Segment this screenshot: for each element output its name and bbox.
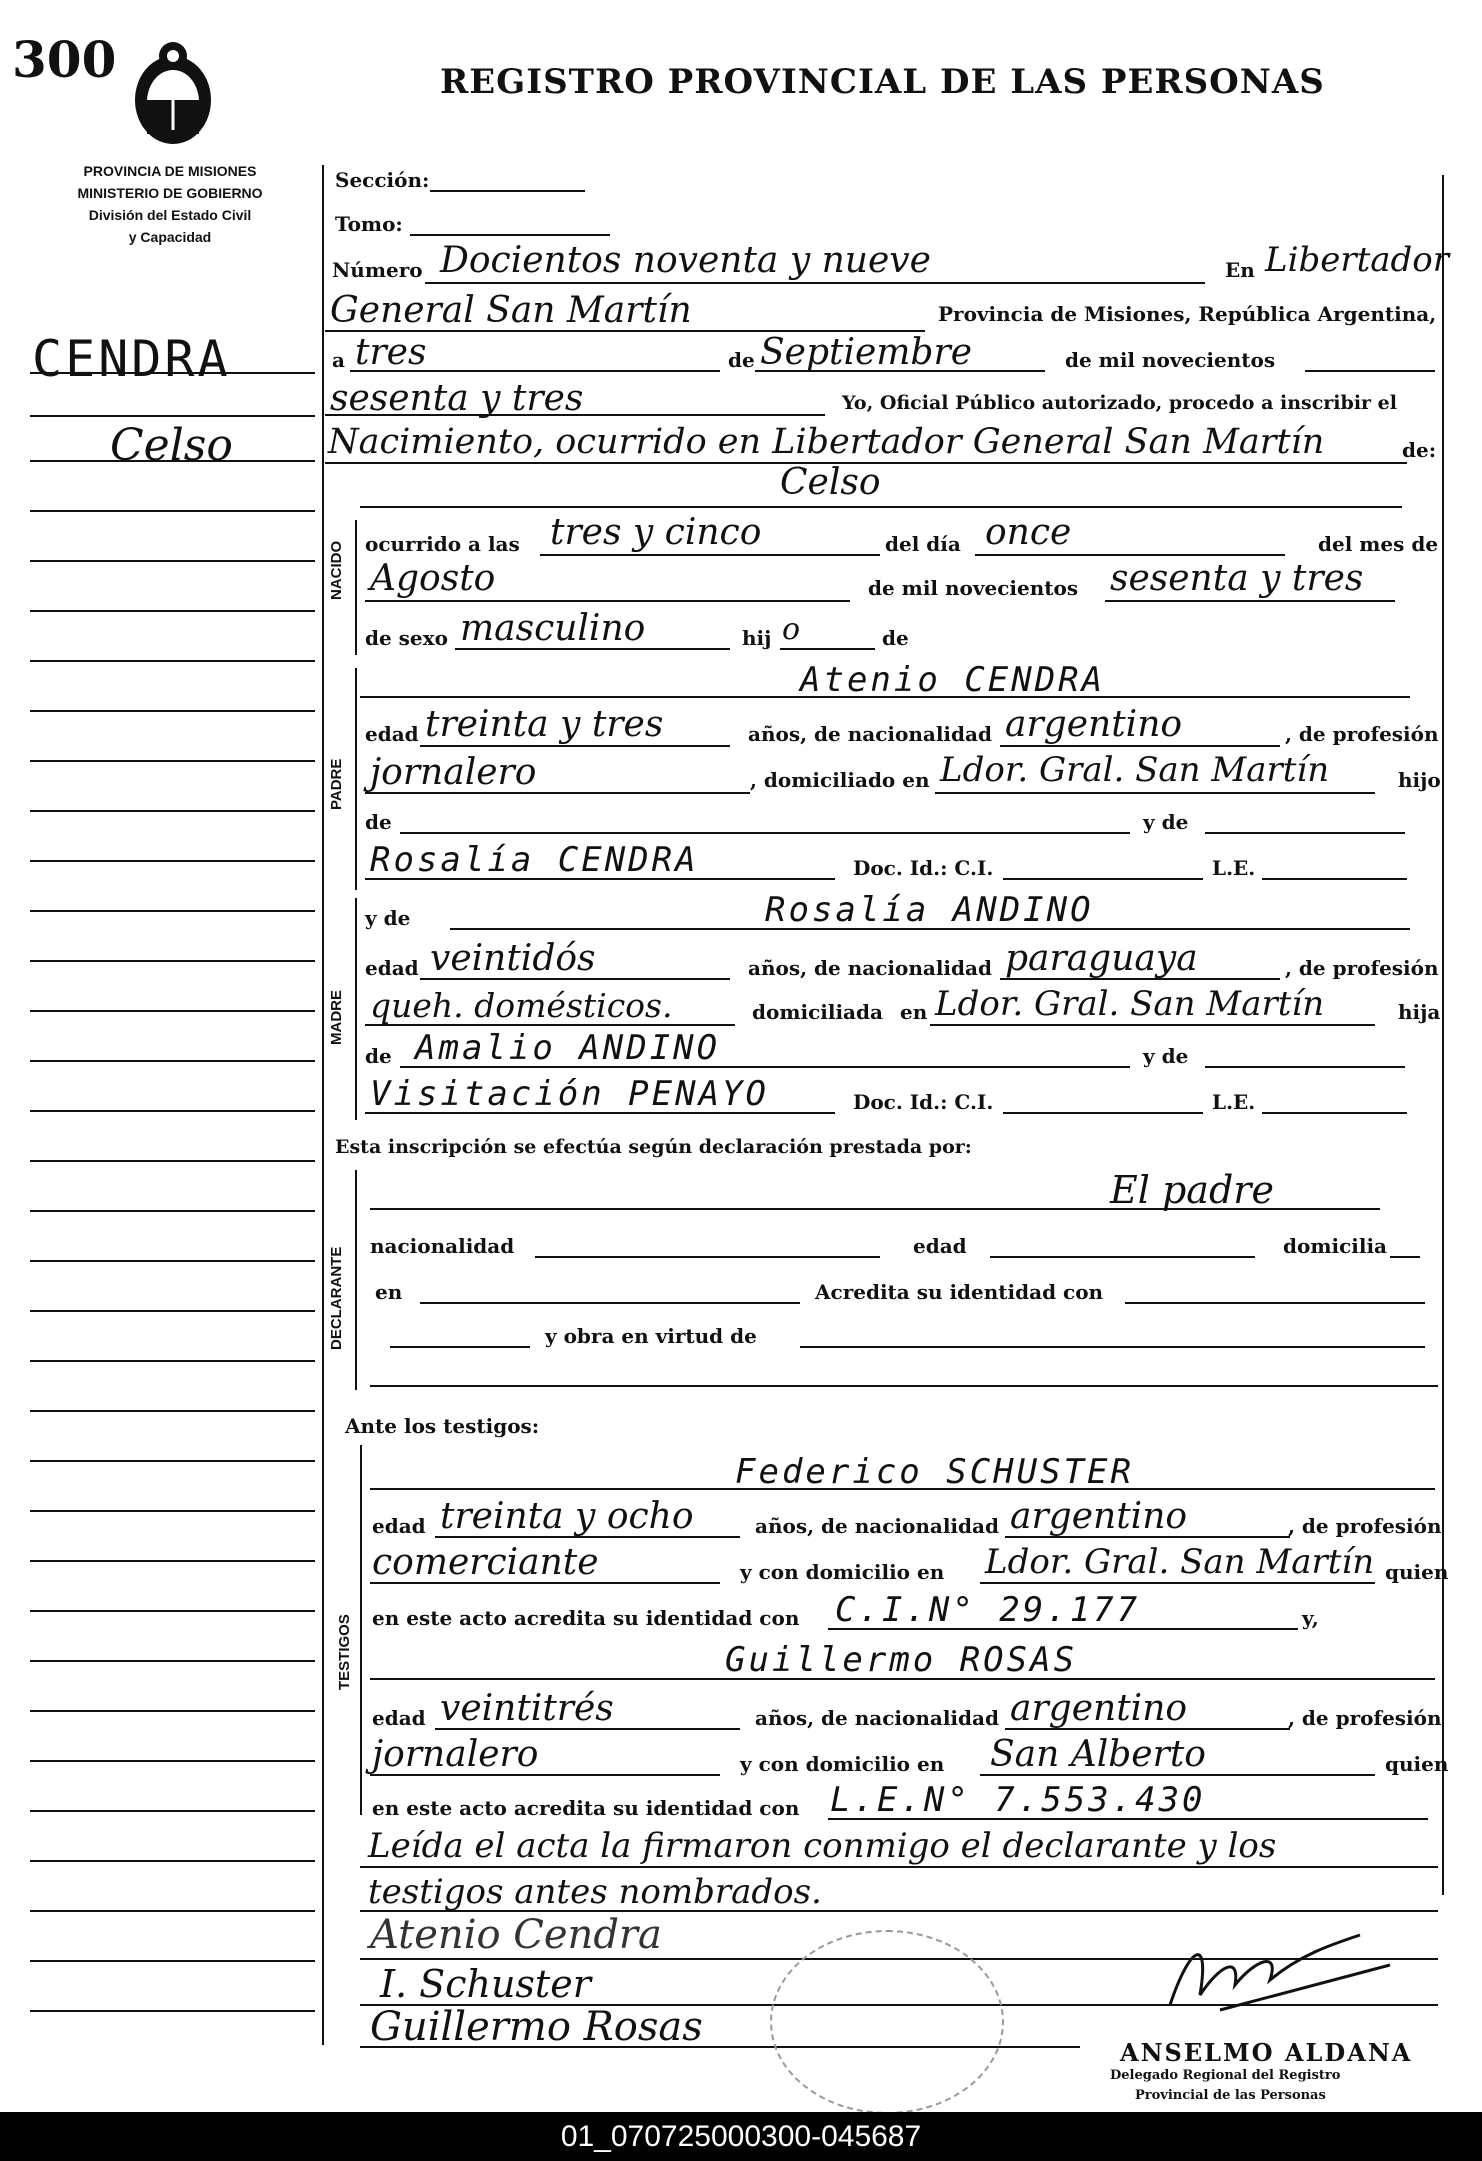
- declarante-name: El padre: [1110, 1168, 1274, 1212]
- a-label: a: [332, 348, 345, 372]
- padre-le-label: L.E.: [1212, 856, 1256, 880]
- padre-dom-value: Ldor. Gral. San Martín: [940, 750, 1330, 790]
- padre-edad-label: edad: [365, 722, 419, 746]
- nacionalidad-label: nacionalidad: [370, 1234, 515, 1258]
- margin-surname: CENDRA: [32, 330, 231, 388]
- mes-value: Agosto: [370, 558, 496, 599]
- madre-father-name: Amalio ANDINO: [415, 1028, 721, 1068]
- madre-name: Rosalía ANDINO: [765, 890, 1094, 930]
- de-colon-label: de:: [1402, 438, 1437, 462]
- hora-value: tres y cinco: [550, 512, 762, 553]
- madre-prof-label: , de profesión: [1285, 956, 1439, 980]
- tomo-label: Tomo:: [335, 212, 403, 236]
- madre-doc-label: Doc. Id.: C.I.: [853, 1090, 994, 1114]
- testigo-1-quien: quien: [1385, 1560, 1449, 1584]
- official-signature-scribble: [1160, 1925, 1400, 2015]
- provincia-label: Provincia de Misiones, República Argentina,: [938, 302, 1437, 326]
- testigo-1-nac-label: años, de nacionalidad: [755, 1514, 999, 1538]
- footer-barcode-text: 01_070725000300-045687: [0, 2112, 1482, 2161]
- madre-edad-label: edad: [365, 956, 419, 980]
- testigo-2-edad-label: edad: [372, 1706, 426, 1730]
- madre-dom-value: Ldor. Gral. San Martín: [935, 984, 1325, 1024]
- del-mes-label: del mes de: [1318, 532, 1439, 556]
- sexo-value: masculino: [460, 608, 646, 649]
- closing-line-1: Leída el acta la firmaron conmigo el declarante y los: [368, 1826, 1277, 1866]
- madre-y-de-label: y de: [365, 906, 411, 930]
- testigo-2-quien: quien: [1385, 1752, 1449, 1776]
- issuer-line-1: PROVINCIA DE MISIONES: [83, 163, 257, 179]
- testigo-2-acto-label: en este acto acredita su identidad con: [372, 1796, 800, 1820]
- testigo-2-prof-label: , de profesión: [1288, 1706, 1442, 1730]
- acto-value: Nacimiento, ocurrido en Libertador General San Martín: [328, 422, 1325, 462]
- testigo-2-doc-value: L.E.N° 7.553.430: [830, 1780, 1206, 1820]
- official-round-stamp: [770, 1930, 1004, 2114]
- seccion-label: Sección:: [335, 168, 430, 192]
- numero-value: Docientos noventa y nueve: [440, 240, 931, 281]
- testigo-2-prof-value: jornalero: [372, 1734, 539, 1775]
- testigo-1-doc-value: C.I.N° 29.177: [835, 1590, 1141, 1630]
- official-name: ANSELMO ALDANA: [1120, 2038, 1413, 2067]
- numero-label: Número: [332, 258, 423, 282]
- form-left-border: [322, 165, 324, 2045]
- nacido-section-label: NACIDO: [328, 540, 345, 600]
- testigo-2-dom-value: San Alberto: [990, 1734, 1206, 1775]
- declarante-section-label: DECLARANTE: [328, 1246, 345, 1350]
- testigo-1-edad-label: edad: [372, 1514, 426, 1538]
- testigos-section-label: TESTIGOS: [336, 1614, 353, 1690]
- testigo-1-edad-value: treinta y ocho: [440, 1496, 694, 1537]
- madre-prof-value: queh. domésticos.: [370, 986, 673, 1025]
- padre-dom-label: , domiciliado en: [750, 768, 930, 792]
- en-label: En: [1225, 258, 1255, 282]
- padre-section-label: PADRE: [328, 758, 345, 810]
- testigo-1-prof-value: comerciante: [372, 1542, 599, 1583]
- official-title-1: Delegado Regional del Registro: [1110, 2068, 1341, 2083]
- madre-nac-value: paraguaya: [1005, 938, 1198, 979]
- testigo-1-name: Federico SCHUSTER: [735, 1452, 1134, 1492]
- declarante-intro: Esta inscripción se efectúa según declaración prestada por:: [335, 1136, 972, 1158]
- domicilio-label: domicilia: [1283, 1234, 1388, 1258]
- place-value-1: Libertador: [1265, 240, 1450, 280]
- padre-hijo-label: hijo: [1398, 768, 1441, 792]
- declarante-edad-label: edad: [913, 1234, 967, 1258]
- declarante-en-label: en: [375, 1280, 403, 1304]
- testigo-2-name: Guillermo ROSAS: [725, 1640, 1078, 1680]
- padre-nac-label: años, de nacionalidad: [748, 722, 992, 746]
- padre-prof-value: jornalero: [370, 752, 537, 793]
- padre-y-de-label: y de: [1143, 810, 1189, 834]
- madre-en-label: en: [900, 1000, 928, 1024]
- padre-edad-value: treinta y tres: [425, 704, 664, 745]
- padre-doc-label: Doc. Id.: C.I.: [853, 856, 994, 880]
- testigo-2-dom-label: y con domicilio en: [740, 1752, 945, 1776]
- padre-prof-label: , de profesión: [1285, 722, 1439, 746]
- testigo-2-nac-label: años, de nacionalidad: [755, 1706, 999, 1730]
- signature-declarante: Atenio Cendra: [370, 1912, 662, 1958]
- coat-of-arms-seal: [128, 38, 218, 148]
- madre-section-label: MADRE: [328, 990, 345, 1045]
- madre-mother-name: Visitación PENAYO: [370, 1074, 769, 1114]
- testigo-1-y: y,: [1302, 1606, 1319, 1630]
- page-number: 300: [12, 30, 117, 89]
- testigo-1-nac-value: argentino: [1010, 1496, 1188, 1537]
- child-name: Celso: [780, 462, 881, 503]
- obra-label: y obra en virtud de: [545, 1324, 757, 1348]
- testigos-intro: Ante los testigos:: [345, 1414, 540, 1438]
- sexo-label: de sexo: [365, 626, 448, 650]
- madre-le-label: L.E.: [1212, 1090, 1256, 1114]
- madre-y-de-label-2: y de: [1143, 1044, 1189, 1068]
- testigo-2-nac-value: argentino: [1010, 1688, 1188, 1729]
- padre-nac-value: argentino: [1005, 704, 1183, 745]
- mil-novecientos-label: de mil novecientos: [1065, 348, 1276, 372]
- testigo-1-dom-value: Ldor. Gral. San Martín: [985, 1542, 1375, 1582]
- madre-edad-value: veintidós: [430, 938, 596, 979]
- issuer-block: [30, 160, 310, 248]
- document-title: REGISTRO PROVINCIAL DE LAS PERSONAS: [440, 62, 1325, 102]
- madre-nac-label: años, de nacionalidad: [748, 956, 992, 980]
- dia-value: once: [985, 512, 1072, 553]
- signature-testigo-1: I. Schuster: [380, 1962, 591, 2006]
- ocurrido-label: ocurrido a las: [365, 532, 520, 556]
- issuer-line-2: MINISTERIO DE GOBIERNO: [77, 185, 263, 201]
- padre-mother-name: Rosalía CENDRA: [370, 840, 699, 880]
- signature-testigo-2: Guillermo Rosas: [370, 2004, 703, 2050]
- closing-line-2: testigos antes nombrados.: [368, 1872, 822, 1912]
- acredita-label: Acredita su identidad con: [815, 1280, 1104, 1304]
- official-title-2: Provincial de las Personas: [1135, 2088, 1326, 2103]
- oficial-label: Yo, Oficial Público autorizado, procedo a inscribir el: [842, 392, 1397, 414]
- testigo-2-edad-value: veintitrés: [440, 1688, 614, 1729]
- issuer-line-4: y Capacidad: [128, 229, 212, 245]
- del-dia-label: del día: [885, 532, 961, 556]
- nacido-de-label: de: [882, 626, 909, 650]
- hijo-label: hij: [742, 626, 772, 650]
- hijo-suffix: o: [782, 612, 801, 647]
- testigo-1-acto-label: en este acto acredita su identidad con: [372, 1606, 800, 1630]
- de-label: de: [728, 348, 755, 372]
- issuer-line-3: División del Estado Civil: [88, 207, 252, 223]
- place-value-2: General San Martín: [330, 290, 692, 331]
- nacido-mil-label: de mil novecientos: [868, 576, 1079, 600]
- day-value: tres: [355, 332, 427, 373]
- padre-name: Atenio CENDRA: [800, 660, 1106, 700]
- year-value: sesenta y tres: [330, 378, 584, 419]
- margin-given-name: Celso: [110, 420, 233, 471]
- testigo-1-dom-label: y con domicilio en: [740, 1560, 945, 1584]
- madre-hija-label: hija: [1398, 1000, 1441, 1024]
- month-value: Septiembre: [760, 332, 972, 373]
- testigo-1-prof-label: , de profesión: [1288, 1514, 1442, 1538]
- padre-de-label: de: [365, 810, 392, 834]
- form-right-border: [1442, 175, 1444, 1895]
- madre-dom-label: domiciliada: [752, 1000, 883, 1024]
- madre-de-label: de: [365, 1044, 392, 1068]
- anio-value: sesenta y tres: [1110, 558, 1364, 599]
